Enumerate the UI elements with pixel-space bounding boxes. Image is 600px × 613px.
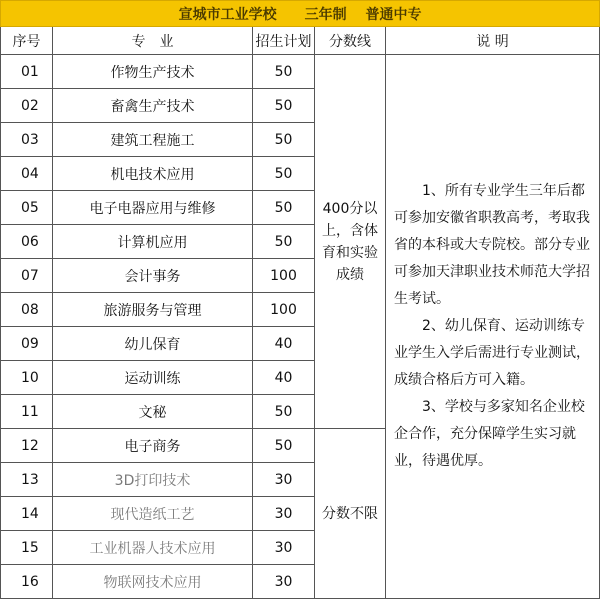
row-major: 幼儿保育 xyxy=(53,327,253,361)
row-plan: 30 xyxy=(253,565,315,599)
row-no: 07 xyxy=(1,259,53,293)
row-major: 工业机器人技术应用 xyxy=(53,531,253,565)
row-major: 机电技术应用 xyxy=(53,157,253,191)
row-no: 01 xyxy=(1,55,53,89)
row-no: 13 xyxy=(1,463,53,497)
row-no: 14 xyxy=(1,497,53,531)
header-no: 序号 xyxy=(1,27,53,55)
row-no: 12 xyxy=(1,429,53,463)
row-plan: 100 xyxy=(253,293,315,327)
row-major: 运动训练 xyxy=(53,361,253,395)
row-no: 08 xyxy=(1,293,53,327)
row-plan: 40 xyxy=(253,327,315,361)
row-plan: 50 xyxy=(253,429,315,463)
row-plan: 50 xyxy=(253,225,315,259)
row-major: 作物生产技术 xyxy=(53,55,253,89)
row-plan: 40 xyxy=(253,361,315,395)
row-no: 10 xyxy=(1,361,53,395)
row-plan: 50 xyxy=(253,395,315,429)
row-plan: 100 xyxy=(253,259,315,293)
row-major: 3D打印技术 xyxy=(53,463,253,497)
note-cell xyxy=(386,55,600,599)
note-paragraph: 3、学校与多家知名企业校企合作，充分保障学生实习就业，待遇优厚。 xyxy=(394,399,585,469)
note-paragraph: 1、所有专业学生三年后都可参加安徽省职教高考，考取我省的本科或大专院校。部分专业可参加天津职业技术师范大学招生考试。 xyxy=(394,183,590,307)
row-no: 09 xyxy=(1,327,53,361)
score-cell-group-2: 分数不限 xyxy=(315,429,386,599)
row-plan: 50 xyxy=(253,89,315,123)
row-major: 会计事务 xyxy=(53,259,253,293)
row-plan: 50 xyxy=(253,55,315,89)
row-no: 15 xyxy=(1,531,53,565)
row-major: 物联网技术应用 xyxy=(53,565,253,599)
row-plan: 50 xyxy=(253,191,315,225)
row-major: 电子商务 xyxy=(53,429,253,463)
row-plan: 50 xyxy=(253,157,315,191)
row-major: 现代造纸工艺 xyxy=(53,497,253,531)
row-major: 旅游服务与管理 xyxy=(53,293,253,327)
row-no: 02 xyxy=(1,89,53,123)
row-no: 16 xyxy=(1,565,53,599)
row-no: 03 xyxy=(1,123,53,157)
row-major: 计算机应用 xyxy=(53,225,253,259)
row-major: 建筑工程施工 xyxy=(53,123,253,157)
row-plan: 30 xyxy=(253,531,315,565)
header-note: 说 明 xyxy=(386,27,600,55)
note-paragraph: 2、幼儿保育、运动训练专业学生入学后需进行专业测试，成绩合格后方可入籍。 xyxy=(394,318,590,388)
row-plan: 30 xyxy=(253,463,315,497)
row-no: 05 xyxy=(1,191,53,225)
row-major: 电子电器应用与维修 xyxy=(53,191,253,225)
header-score: 分数线 xyxy=(315,27,386,55)
row-no: 06 xyxy=(1,225,53,259)
header-plan: 招生计划 xyxy=(253,27,315,55)
table-row xyxy=(1,55,600,89)
row-major: 畜禽生产技术 xyxy=(53,89,253,123)
row-no: 04 xyxy=(1,157,53,191)
title-row xyxy=(1,1,600,27)
row-no: 11 xyxy=(1,395,53,429)
header-row xyxy=(1,27,600,55)
score-cell-group-1: 400分以上，含体育和实验成绩 xyxy=(315,55,386,429)
row-major: 文秘 xyxy=(53,395,253,429)
row-plan: 50 xyxy=(253,123,315,157)
table-title: 宣城市工业学校 三年制 普通中专 xyxy=(1,1,600,27)
header-major: 专 业 xyxy=(53,27,253,55)
row-plan: 30 xyxy=(253,497,315,531)
